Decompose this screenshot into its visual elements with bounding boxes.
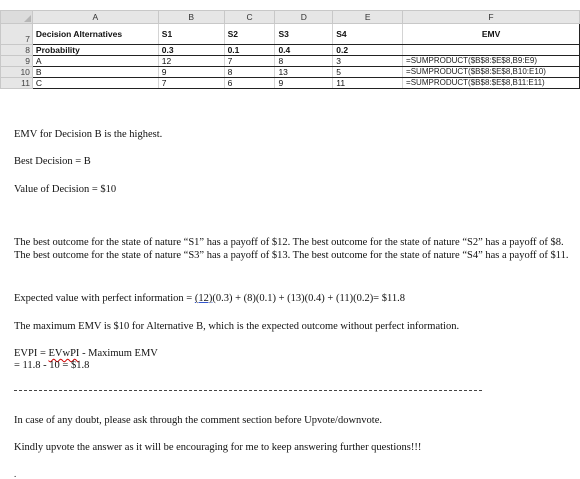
- payoff-cell[interactable]: 7: [158, 78, 224, 89]
- emv-formula-cell[interactable]: =SUMPRODUCT($B$8:$E$8,B9:E9): [403, 56, 580, 67]
- column-header-a[interactable]: A: [32, 11, 158, 24]
- probability-label-cell[interactable]: Probability: [32, 45, 158, 56]
- table-row: [1, 67, 580, 78]
- row-number[interactable]: 7: [1, 24, 33, 45]
- column-header-d[interactable]: D: [275, 11, 333, 24]
- best-decision-text: Best Decision = B: [14, 156, 91, 167]
- trailing-period: .: [14, 469, 17, 479]
- empty-cell[interactable]: [403, 45, 580, 56]
- payoff-cell[interactable]: 13: [275, 67, 333, 78]
- alternative-label-cell[interactable]: A: [32, 56, 158, 67]
- evpi-calculation-text: = 11.8 - 10 = $1.8: [14, 360, 90, 371]
- emv-formula-cell[interactable]: =SUMPRODUCT($B$8:$E$8,B10:E10): [403, 67, 580, 78]
- header-cell-s1[interactable]: S1: [158, 24, 224, 45]
- column-header-f[interactable]: F: [403, 11, 580, 24]
- payoff-cell[interactable]: 8: [275, 56, 333, 67]
- emv-highest-text: EMV for Decision B is the highest.: [14, 129, 163, 140]
- ev-perfect-information-text: [14, 292, 405, 305]
- column-header-row: [1, 11, 580, 24]
- row-number[interactable]: 11: [1, 78, 33, 89]
- table-row: [1, 45, 580, 56]
- header-cell-s3[interactable]: S3: [275, 24, 333, 45]
- payoff-cell[interactable]: 9: [158, 67, 224, 78]
- row-number[interactable]: 8: [1, 45, 33, 56]
- table-row: [1, 56, 580, 67]
- row-number[interactable]: 10: [1, 67, 33, 78]
- header-cell-emv[interactable]: EMV: [403, 24, 580, 45]
- select-all-corner[interactable]: [1, 11, 33, 24]
- probability-cell[interactable]: 0.3: [158, 45, 224, 56]
- header-cell-s4[interactable]: S4: [333, 24, 403, 45]
- probability-cell[interactable]: 0.2: [333, 45, 403, 56]
- upvote-note-text: Kindly upvote the answer as it will be encouraging for me to keep answering further questions!!!: [14, 442, 422, 453]
- doubt-note-text: In case of any doubt, please ask through the comment section before Upvote/downvote.: [14, 415, 382, 426]
- probability-cell[interactable]: 0.4: [275, 45, 333, 56]
- row-number[interactable]: 9: [1, 56, 33, 67]
- payoff-cell[interactable]: 5: [333, 67, 403, 78]
- column-header-b[interactable]: B: [158, 11, 224, 24]
- payoff-cell[interactable]: 6: [224, 78, 275, 89]
- payoff-cell[interactable]: 12: [158, 56, 224, 67]
- best-outcomes-paragraph: The best outcome for the state of nature “S1” has a payoff of $12. The best outcome for the state of nature “S2” has a payoff of $8. The best outcome for the state of nature “S3” has a payoff of $13. The best outcome for the state of nature “S4” has a payoff of $11.: [14, 237, 569, 261]
- ev-pi-prefix: Expected value with perfect information =: [14, 293, 195, 304]
- table-row: [1, 78, 580, 89]
- alternative-label-cell[interactable]: C: [32, 78, 158, 89]
- probability-cell[interactable]: 0.1: [224, 45, 275, 56]
- value-of-decision-text: Value of Decision = $10: [14, 184, 117, 195]
- table-row: [1, 24, 580, 45]
- evwpi-term: EVwPI: [48, 348, 80, 359]
- ev-pi-rest: (0.3) + (8)(0.1) + (13)(0.4) + (11)(0.2)= $11.8: [212, 293, 405, 304]
- payoff-cell[interactable]: 8: [224, 67, 275, 78]
- header-cell-decision-alternatives[interactable]: Decision Alternatives: [32, 24, 158, 45]
- max-emv-text: The maximum EMV is $10 for Alternative B, which is the expected outcome without perfect information.: [14, 321, 460, 332]
- divider: [14, 390, 482, 391]
- emv-formula-cell[interactable]: =SUMPRODUCT($B$8:$E$8,B11:E11): [403, 78, 580, 89]
- payoff-cell[interactable]: 7: [224, 56, 275, 67]
- alternative-label-cell[interactable]: B: [32, 67, 158, 78]
- evpi-prefix: EVPI =: [14, 348, 49, 359]
- evpi-suffix: - Maximum EMV: [79, 348, 158, 359]
- column-header-c[interactable]: C: [224, 11, 275, 24]
- payoff-cell[interactable]: 11: [333, 78, 403, 89]
- header-cell-s2[interactable]: S2: [224, 24, 275, 45]
- column-header-e[interactable]: E: [333, 11, 403, 24]
- payoff-cell[interactable]: 9: [275, 78, 333, 89]
- spreadsheet-table: [0, 10, 580, 89]
- ev-pi-underlined: (12): [194, 293, 213, 304]
- payoff-cell[interactable]: 3: [333, 56, 403, 67]
